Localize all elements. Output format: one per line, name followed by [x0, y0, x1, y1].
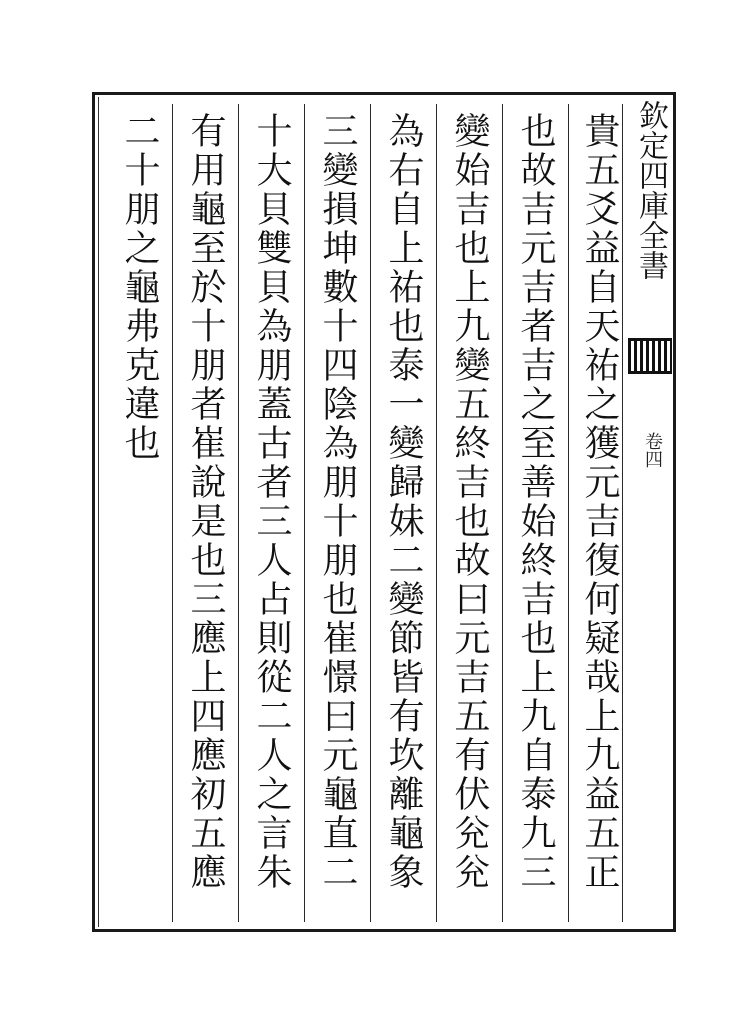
column-divider [304, 104, 305, 922]
text-column-5: 三變損坤數十四陰為朋十朋也崔憬曰元龜直二 [317, 112, 358, 892]
column-divider [238, 104, 239, 922]
inner-border-line [98, 97, 99, 927]
column-divider [568, 104, 569, 922]
text-column-4: 為右自上祐也泰一變歸妹二變節皆有坎離龜象 [383, 112, 424, 892]
column-divider [502, 104, 503, 922]
text-column-6: 十大貝雙貝為朋蓋古者三人占則從二人之言朱 [251, 112, 292, 892]
fish-tail-ornament [628, 338, 672, 374]
volume-label: 卷四 [642, 432, 663, 468]
text-column-2: 也故吉元吉者吉之至善始終吉也上九自泰九三 [515, 112, 556, 892]
text-column-3: 變始吉也上九變五終吉也故曰元吉五有伏兊兊 [449, 112, 490, 892]
column-divider [172, 104, 173, 922]
column-divider [436, 104, 437, 922]
text-column-7: 有用龜至於十朋者崔說是也三應上四應初五應 [185, 112, 226, 892]
collection-title: 欽定四庫全書 [633, 100, 668, 280]
text-column-1: 貴五爻益自天祐之獲元吉復何疑哉上九益五正 [579, 112, 620, 892]
column-divider [370, 104, 371, 922]
text-column-8: 二十朋之龜弗克違也 [119, 112, 160, 463]
